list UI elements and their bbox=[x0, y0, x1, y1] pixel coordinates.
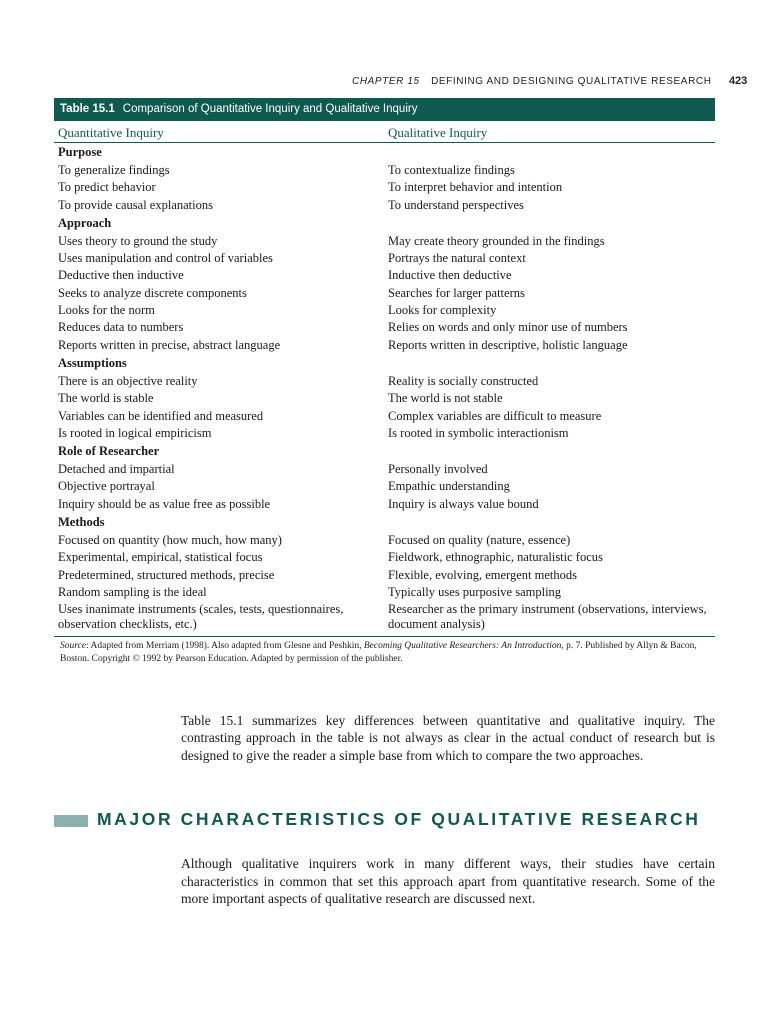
quantitative-cell: To generalize findings bbox=[58, 163, 170, 177]
source-text-pre: : Adapted from Merriam (1998). Also adapted from Glesne and Peshkin, bbox=[86, 641, 364, 651]
quantitative-cell: Random sampling is the ideal bbox=[58, 584, 207, 599]
table-number: Table 15.1 bbox=[60, 103, 115, 115]
qualitative-cell: Inductive then deductive bbox=[388, 268, 512, 283]
table-source-note bbox=[60, 640, 715, 666]
table-caption-bar bbox=[54, 98, 715, 121]
table-section-heading: Role of Researcher bbox=[58, 444, 160, 459]
qualitative-cell: To contextualize findings bbox=[388, 163, 515, 177]
quantitative-cell: To provide causal explanations bbox=[58, 197, 213, 212]
qualitative-cell: Searches for larger patterns bbox=[388, 285, 525, 300]
qualitative-cell: Inquiry is always value bound bbox=[388, 496, 539, 511]
quantitative-cell: Inquiry should be as value free as possible bbox=[58, 496, 271, 511]
running-head bbox=[352, 75, 747, 87]
table-row bbox=[58, 584, 715, 601]
table-row bbox=[58, 532, 715, 549]
quantitative-cell: Deductive then inductive bbox=[58, 268, 184, 283]
qualitative-cell: Portrays the natural context bbox=[388, 251, 526, 266]
quantitative-cell: Reports written in precise, abstract language bbox=[58, 337, 281, 352]
table-row bbox=[58, 461, 715, 478]
qualitative-cell: Reports written in descriptive, holistic language bbox=[388, 337, 628, 352]
qualitative-cell: To interpret behavior and intention bbox=[388, 180, 563, 195]
quantitative-cell: Detached and impartial bbox=[58, 462, 175, 477]
qualitative-cell: The world is not stable bbox=[388, 391, 503, 406]
quantitative-cell: Objective portrayal bbox=[58, 479, 155, 494]
qualitative-cell: Empathic understanding bbox=[388, 479, 510, 494]
table-section-heading: Assumptions bbox=[58, 355, 127, 370]
quantitative-cell: Uses manipulation and control of variables bbox=[58, 251, 273, 266]
qualitative-cell: Personally involved bbox=[388, 462, 488, 477]
quantitative-cell: Focused on quantity (how much, how many) bbox=[58, 533, 282, 548]
quantitative-cell: Uses theory to ground the study bbox=[58, 233, 218, 248]
table-row bbox=[58, 390, 715, 407]
table-row bbox=[58, 179, 715, 196]
qualitative-cell: To understand perspectives bbox=[388, 197, 524, 212]
table-row bbox=[58, 549, 715, 566]
quantitative-cell: To predict behavior bbox=[58, 180, 156, 195]
table-row bbox=[58, 319, 715, 336]
table-row bbox=[58, 601, 715, 633]
quantitative-cell: Is rooted in logical empiricism bbox=[58, 425, 212, 440]
page-number: 423 bbox=[728, 75, 748, 87]
table-bottom-rule bbox=[54, 636, 715, 637]
body-paragraph-1: Table 15.1 summarizes key differences between quantitative and qualitative inquiry. The contrasting approach in the table is not always as clear in the actual conduct of research but is designed to give the reader a simple base from which to compare the two approaches. bbox=[181, 713, 715, 763]
source-text-post: , p. 7. Published by Allyn & Bacon, Boston. Copyright © 1992 by Pearson Education. Adapted by permission of the publisher. bbox=[60, 641, 697, 664]
table-section-heading: Approach bbox=[58, 215, 112, 230]
qualitative-cell: Typically uses purposive sampling bbox=[388, 584, 562, 599]
table-row bbox=[58, 233, 715, 250]
chapter-label: CHAPTER 15 bbox=[352, 76, 420, 87]
section-heading: MAJOR CHARACTERISTICS OF QUALITATIVE RESEARCH bbox=[97, 809, 701, 829]
column-header-qualitative: Qualitative Inquiry bbox=[388, 125, 488, 140]
qualitative-cell: Reality is socially constructed bbox=[388, 373, 539, 388]
quantitative-cell: Reduces data to numbers bbox=[58, 320, 184, 335]
table-row bbox=[58, 408, 715, 425]
table-row bbox=[58, 567, 715, 584]
source-book-title: Becoming Qualitative Researchers: An Introduction bbox=[363, 641, 562, 651]
quantitative-cell: The world is stable bbox=[58, 391, 154, 406]
quantitative-cell: Variables can be identified and measured bbox=[58, 408, 264, 423]
quantitative-cell: Uses inanimate instruments (scales, tests, questionnaires, observation checklists, etc.) bbox=[58, 602, 344, 632]
comparison-table-body bbox=[58, 143, 715, 633]
qualitative-cell: Complex variables are difficult to measure bbox=[388, 408, 602, 423]
chapter-title: DEFINING AND DESIGNING QUALITATIVE RESEARCH bbox=[431, 76, 712, 87]
table-row bbox=[58, 425, 715, 442]
qualitative-cell: Focused on quality (nature, essence) bbox=[388, 533, 571, 548]
table-row bbox=[58, 302, 715, 319]
table-row bbox=[58, 162, 715, 179]
quantitative-cell: Experimental, empirical, statistical focus bbox=[58, 550, 263, 565]
table-caption: Comparison of Quantitative Inquiry and Qualitative Inquiry bbox=[122, 103, 418, 115]
table-row bbox=[58, 197, 715, 214]
quantitative-cell: Predetermined, structured methods, precise bbox=[58, 567, 275, 582]
table-section-heading: Purpose bbox=[58, 145, 102, 159]
table-row bbox=[58, 250, 715, 267]
qualitative-cell: Is rooted in symbolic interactionism bbox=[388, 425, 569, 440]
column-header-quantitative: Quantitative Inquiry bbox=[58, 125, 164, 140]
table-row bbox=[58, 373, 715, 390]
body-paragraph-2: Although qualitative inquirers work in many different ways, their studies have certain characteristics in common that set this approach apart from quantitative research. Some of the more important aspects of qualitative research are discussed next. bbox=[181, 856, 715, 907]
table-row bbox=[58, 337, 715, 354]
table-row bbox=[58, 267, 715, 284]
qualitative-cell: Looks for complexity bbox=[388, 303, 497, 318]
table-row bbox=[58, 496, 715, 513]
qualitative-cell: Fieldwork, ethnographic, naturalistic focus bbox=[388, 550, 603, 565]
qualitative-cell: Flexible, evolving, emergent methods bbox=[388, 567, 577, 582]
qualitative-cell: May create theory grounded in the findings bbox=[388, 233, 605, 248]
section-heading-marker bbox=[54, 815, 88, 827]
qualitative-cell: Relies on words and only minor use of numbers bbox=[388, 320, 628, 335]
quantitative-cell: Looks for the norm bbox=[58, 303, 155, 318]
table-row bbox=[58, 285, 715, 302]
quantitative-cell: There is an objective reality bbox=[58, 373, 198, 388]
table-row bbox=[58, 478, 715, 495]
qualitative-cell: Researcher as the primary instrument (observations, interviews, document analysis) bbox=[388, 602, 707, 632]
quantitative-cell: Seeks to analyze discrete components bbox=[58, 285, 247, 300]
source-label: Source bbox=[60, 641, 87, 651]
table-section-heading: Methods bbox=[58, 515, 105, 530]
